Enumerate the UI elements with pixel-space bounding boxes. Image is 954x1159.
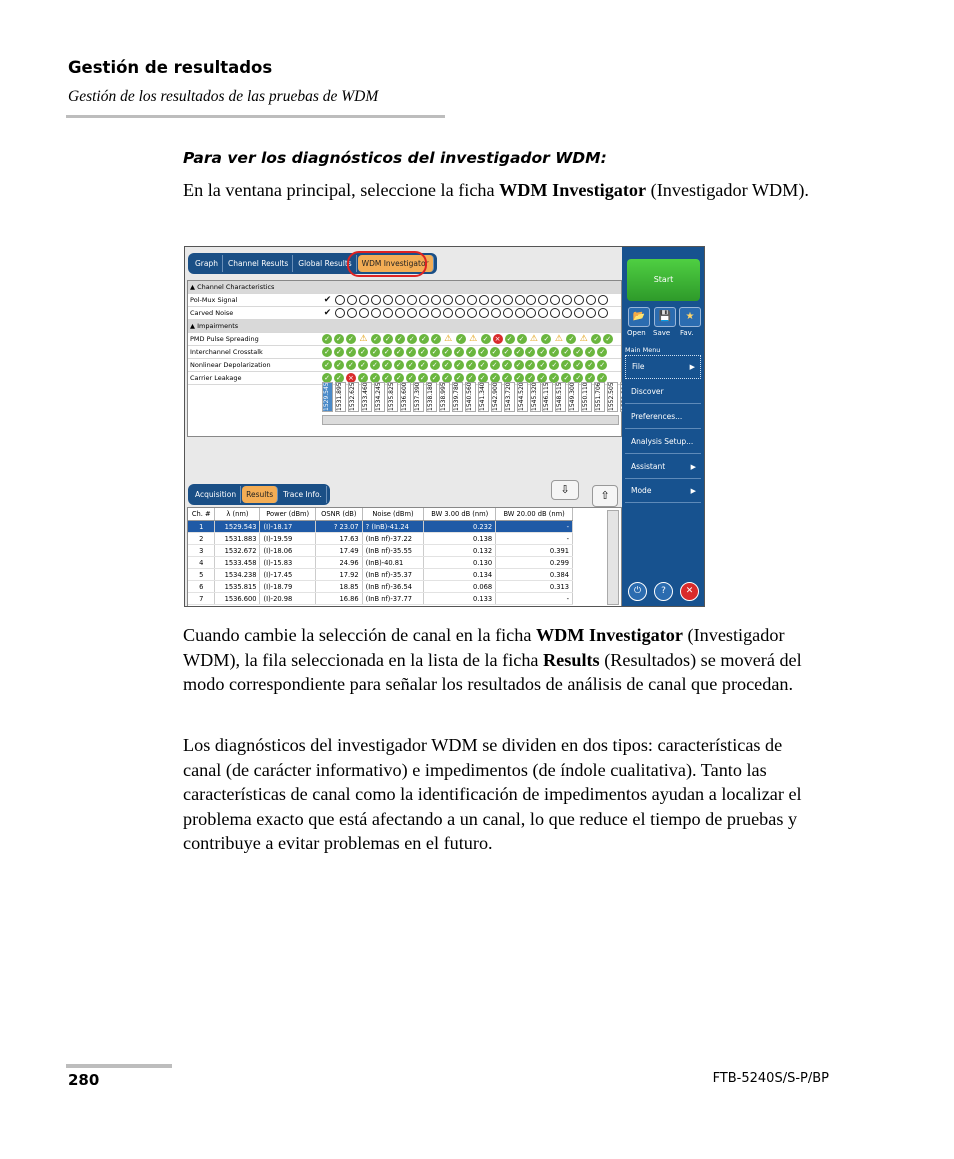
wavelength-label[interactable]: 1533.460	[361, 382, 372, 412]
table-cell: 0.138	[424, 533, 496, 545]
check-icon: ✓	[603, 334, 613, 344]
check-icon: ✓	[478, 373, 488, 383]
check-icon: ✓	[585, 360, 595, 370]
table-cell: 1534.238	[215, 569, 260, 581]
check-icon: ✓	[418, 360, 428, 370]
table-cell: 0.134	[424, 569, 496, 581]
check-icon: ✓	[406, 347, 416, 357]
table-cell: 16.86	[315, 593, 362, 605]
table-cell: 4	[188, 557, 215, 569]
empty-circle-icon	[538, 295, 548, 305]
section-channel-characteristics[interactable]: ▲ Channel Characteristics	[188, 281, 621, 294]
table-cell: (I)-19.59	[260, 533, 315, 545]
empty-circle-icon	[431, 308, 441, 318]
empty-circle-icon	[586, 308, 596, 318]
empty-circle-icon	[562, 308, 572, 318]
check-icon: ✓	[394, 360, 404, 370]
column-header[interactable]: Power (dBm)	[260, 508, 315, 521]
section-impairments[interactable]: ▲ Impairments	[188, 320, 621, 333]
wavelength-label[interactable]: 1535.825	[387, 382, 398, 412]
wavelength-label[interactable]: 1531.895	[335, 382, 346, 412]
check-icon: ✓	[537, 360, 547, 370]
wavelength-label[interactable]: 1529.545	[322, 382, 333, 412]
empty-circle-icon	[419, 308, 429, 318]
table-cell: -	[496, 521, 573, 533]
check-icon: ✓	[418, 347, 428, 357]
column-header[interactable]: OSNR (dB)	[315, 508, 362, 521]
empty-circle-icon	[359, 295, 369, 305]
diagnostics-grid	[187, 280, 622, 437]
table-cell: -	[496, 533, 573, 545]
procedure-heading: Para ver los diagnósticos del investigador WDM:	[183, 149, 607, 167]
check-icon: ✓	[322, 347, 332, 357]
table-cell: 17.63	[315, 533, 362, 545]
empty-circle-icon	[574, 308, 584, 318]
check-icon: ✓	[490, 360, 500, 370]
check-icon: ✓	[371, 334, 381, 344]
open-label: Open	[627, 329, 646, 337]
empty-circle-icon	[383, 308, 393, 318]
empty-circle-icon	[455, 295, 465, 305]
check-icon: ✓	[537, 373, 547, 383]
check-icon: ✓	[456, 334, 466, 344]
results-table-panel	[187, 507, 622, 607]
left-pane	[185, 247, 622, 606]
empty-circle-icon	[371, 295, 381, 305]
menu-assistant[interactable]: Assistant ▶	[625, 456, 701, 479]
wavelength-label[interactable]: 1532.625	[348, 382, 359, 412]
check-icon: ✓	[541, 334, 551, 344]
check-icon: ✓	[573, 373, 583, 383]
wavelength-label[interactable]: 1551.706	[594, 382, 605, 412]
check-icon: ✓	[478, 347, 488, 357]
empty-circle-icon	[586, 295, 596, 305]
table-cell: (I)-15.83	[260, 557, 315, 569]
empty-circle-icon	[467, 295, 477, 305]
check-icon: ✔	[323, 295, 332, 305]
wavelength-label[interactable]: 1534.245	[374, 382, 385, 412]
row-pmd: PMD Pulse Spreading ✓ ✓ ✓ ⚠ ✓ ✓ ✓ ✓ ✓ ✓ ⚠ ✓ ⚠ ✓ × ✓ ✓ ⚠ ✓ ⚠ ✓ ⚠ ✓ ✓	[188, 333, 621, 346]
check-icon: ✓	[334, 360, 344, 370]
tab-channel-results[interactable]: Channel Results	[224, 255, 293, 272]
table-row[interactable]	[188, 569, 573, 581]
check-icon: ✓	[466, 360, 476, 370]
table-cell: 5	[188, 569, 215, 581]
power-icon[interactable]: ⏻	[628, 582, 647, 601]
main-menu-label: Main Menu	[625, 346, 661, 354]
table-cell: 0.068	[424, 581, 496, 593]
check-icon: ✓	[430, 373, 440, 383]
tab-wdm-investigator[interactable]: WDM Investigator	[358, 255, 434, 272]
check-icon: ✓	[549, 347, 559, 357]
right-panel	[622, 247, 704, 606]
check-icon: ✓	[322, 360, 332, 370]
empty-circle-icon	[526, 308, 536, 318]
wavelength-label[interactable]: 1543.720	[504, 382, 515, 412]
empty-circle-icon	[335, 308, 345, 318]
wavelength-label[interactable]: 1548.515	[555, 382, 566, 412]
check-icon: ✓	[382, 373, 392, 383]
header-title: Gestión de resultados	[68, 58, 273, 77]
table-row[interactable]	[188, 521, 573, 533]
empty-circle-icon	[359, 308, 369, 318]
software-screenshot	[184, 246, 705, 607]
check-icon: ✓	[334, 373, 344, 383]
horizontal-scrollbar[interactable]	[322, 415, 619, 425]
wavelength-label[interactable]: 1545.320	[530, 382, 541, 412]
check-icon: ✓	[566, 334, 576, 344]
check-icon: ✓	[514, 373, 524, 383]
tab-trace-info[interactable]: Trace Info.	[279, 486, 327, 503]
table-cell: 0.133	[424, 593, 496, 605]
empty-circle-icon	[503, 295, 513, 305]
check-icon: ✓	[585, 347, 595, 357]
paragraph-select-tab: En la ventana principal, seleccione la ficha WDM Investigator (Investigador WDM).	[183, 180, 809, 200]
column-header[interactable]: Noise (dBm)	[362, 508, 424, 521]
tab-graph[interactable]: Graph	[191, 255, 223, 272]
table-cell: 0.384	[496, 569, 573, 581]
check-icon: ✓	[394, 373, 404, 383]
wavelength-label[interactable]: 1552.505	[607, 382, 618, 412]
close-icon[interactable]: ✕	[680, 582, 699, 601]
arrow-down-icon[interactable]: ⇩	[551, 480, 579, 500]
check-icon: ✓	[406, 373, 416, 383]
empty-circle-icon	[371, 308, 381, 318]
wavelength-label[interactable]: 1538.180	[426, 382, 437, 412]
table-cell: (InB nf)-36.54	[362, 581, 424, 593]
check-icon: ✓	[370, 360, 380, 370]
check-icon: ✓	[334, 347, 344, 357]
check-icon: ✓	[454, 360, 464, 370]
check-icon: ✓	[454, 373, 464, 383]
check-icon: ✓	[358, 373, 368, 383]
check-icon: ✓	[406, 360, 416, 370]
check-icon: ✓	[502, 347, 512, 357]
table-cell: (InB nf)-35.55	[362, 545, 424, 557]
results-table	[188, 508, 573, 605]
empty-circle-icon	[562, 295, 572, 305]
warning-icon: ⚠	[444, 334, 453, 344]
check-icon: ✓	[505, 334, 515, 344]
check-icon: ✓	[358, 347, 368, 357]
check-icon: ✓	[334, 334, 344, 344]
check-icon: ✓	[502, 373, 512, 383]
check-icon: ✓	[525, 347, 535, 357]
check-icon: ✓	[358, 360, 368, 370]
empty-circle-icon	[538, 308, 548, 318]
triangle-right-icon: ▶	[689, 363, 695, 371]
table-row[interactable]	[188, 581, 573, 593]
column-header[interactable]: BW 3.00 dB (nm)	[424, 508, 496, 521]
empty-circle-icon	[598, 295, 608, 305]
check-icon: ✓	[517, 334, 527, 344]
check-icon: ✓	[591, 334, 601, 344]
check-icon: ✓	[561, 347, 571, 357]
table-row[interactable]	[188, 533, 573, 545]
wavelength-label[interactable]: 1539.780	[452, 382, 463, 412]
triangle-right-icon: ▶	[690, 462, 696, 471]
table-cell: 1	[188, 521, 215, 533]
check-icon: ✓	[502, 360, 512, 370]
warning-icon: ⚠	[359, 334, 368, 344]
check-icon: ✓	[418, 373, 428, 383]
check-icon: ✓	[442, 347, 452, 357]
table-cell: (I)-18.17	[260, 521, 315, 533]
table-cell: 17.92	[315, 569, 362, 581]
empty-circle-icon	[395, 295, 405, 305]
check-icon: ✓	[395, 334, 405, 344]
check-icon: ✓	[514, 347, 524, 357]
empty-circle-icon	[347, 295, 357, 305]
check-icon: ✓	[490, 347, 500, 357]
error-icon: ×	[493, 334, 503, 344]
save-label: Save	[653, 329, 671, 337]
fav-label: Fav.	[680, 329, 694, 337]
column-header[interactable]: Ch. #	[188, 508, 215, 521]
empty-circle-icon	[335, 295, 345, 305]
check-icon: ✓	[370, 347, 380, 357]
empty-circle-icon	[467, 308, 477, 318]
check-icon: ✓	[514, 360, 524, 370]
column-header[interactable]: λ (nm)	[215, 508, 260, 521]
table-cell: (I)-18.06	[260, 545, 315, 557]
table-cell: (InB nf)-35.37	[362, 569, 424, 581]
menu-mode[interactable]: Mode ▶	[625, 480, 701, 503]
check-icon: ✓	[597, 360, 607, 370]
table-cell: 2	[188, 533, 215, 545]
check-icon: ✓	[430, 347, 440, 357]
empty-circle-icon	[443, 295, 453, 305]
table-cell: (InB nf)-37.77	[362, 593, 424, 605]
warning-icon: ⚠	[469, 334, 478, 344]
check-icon: ✓	[407, 334, 417, 344]
wavelength-label[interactable]: 1536.600	[400, 382, 411, 412]
table-row[interactable]	[188, 593, 573, 605]
empty-circle-icon	[550, 295, 560, 305]
table-cell: 1536.600	[215, 593, 260, 605]
table-cell: 6	[188, 581, 215, 593]
empty-circle-icon	[455, 308, 465, 318]
bottom-tab-bar	[188, 484, 330, 505]
table-cell: 0.130	[424, 557, 496, 569]
check-icon: ✓	[442, 360, 452, 370]
empty-circle-icon	[515, 308, 525, 318]
table-cell: 1531.883	[215, 533, 260, 545]
check-icon: ✓	[466, 373, 476, 383]
table-cell: (I)-20.98	[260, 593, 315, 605]
wavelength-label[interactable]: 1550.110	[581, 382, 592, 412]
start-button[interactable]: Start	[627, 259, 700, 301]
check-icon: ✓	[573, 360, 583, 370]
check-icon: ✓	[490, 373, 500, 383]
check-icon: ✓	[431, 334, 441, 344]
table-cell: 1529.543	[215, 521, 260, 533]
arrow-up-icon[interactable]: ⇧	[592, 485, 618, 507]
check-icon: ✓	[481, 334, 491, 344]
empty-circle-icon	[515, 295, 525, 305]
warning-icon: ⚠	[529, 334, 538, 344]
check-icon: ✓	[383, 334, 393, 344]
check-icon: ✓	[597, 373, 607, 383]
check-icon: ✓	[561, 373, 571, 383]
empty-circle-icon	[479, 295, 489, 305]
check-icon: ✓	[585, 373, 595, 383]
check-icon: ✓	[370, 373, 380, 383]
check-icon: ✓	[430, 360, 440, 370]
empty-circle-icon	[407, 308, 417, 318]
wavelength-label[interactable]: 1549.300	[568, 382, 579, 412]
menu-analysis-setup[interactable]: Analysis Setup...	[625, 431, 701, 454]
paragraph-diagnostics-types: Los diagnósticos del investigador WDM se dividen en dos tipos: características de canal (de carácter informativo) e impedimentos (de índole cualitativa). Tanto las características de canal como la identificación de impedimentos ayudan a localizar el problema exacto que está afectando a un canal, lo que reduce el tiempo de pruebas y contribuye a evitar problemas en el futuro.	[183, 735, 802, 853]
check-icon: ✓	[382, 360, 392, 370]
empty-circle-icon	[419, 295, 429, 305]
footer-rule	[66, 1064, 172, 1068]
empty-circle-icon	[550, 308, 560, 318]
row-polmux: Pol-Mux Signal ✔	[188, 294, 621, 307]
check-icon: ✓	[394, 347, 404, 357]
wavelength-label[interactable]: 1540.560	[465, 382, 476, 412]
check-icon: ✓	[419, 334, 429, 344]
empty-circle-icon	[431, 295, 441, 305]
check-icon: ✓	[549, 360, 559, 370]
table-cell: 0.313	[496, 581, 573, 593]
header-subtitle: Gestión de los resultados de las pruebas de WDM	[68, 88, 379, 105]
paragraph-selection-change: Cuando cambie la selección de canal en la ficha WDM Investigator (Investigador WDM), la fila seleccionada en la lista de la ficha Results (Resultados) se moverá del modo correspondiente para señalar los resultados de análisis de canal que procedan.	[183, 625, 802, 694]
table-cell: 24.96	[315, 557, 362, 569]
check-icon: ✓	[537, 347, 547, 357]
check-icon: ✓	[525, 360, 535, 370]
empty-circle-icon	[526, 295, 536, 305]
check-icon: ✓	[454, 347, 464, 357]
check-icon: ✓	[466, 347, 476, 357]
check-icon: ✓	[442, 373, 452, 383]
menu-preferences[interactable]: Preferences...	[625, 406, 701, 429]
help-icon[interactable]: ?	[654, 582, 673, 601]
row-nonlinear-depol: Nonlinear Depolarization ✓ ✓ ✓ ✓ ✓ ✓ ✓ ✓ ✓ ✓ ✓ ✓ ✓ ✓ ✓ ✓ ✓ ✓ ✓ ✓ ✓ ✓ ✓ ✓	[188, 359, 621, 372]
check-icon: ✓	[322, 334, 332, 344]
wavelength-label[interactable]: 1537.390	[413, 382, 424, 412]
check-icon: ✓	[346, 334, 356, 344]
warning-icon: ⚠	[579, 334, 588, 344]
table-cell: 7	[188, 593, 215, 605]
check-icon: ✓	[549, 373, 559, 383]
check-icon: ✓	[346, 360, 356, 370]
check-icon: ✓	[525, 373, 535, 383]
table-cell: 0.132	[424, 545, 496, 557]
check-icon: ✓	[382, 347, 392, 357]
table-cell: ? (InB)-41.24	[362, 521, 424, 533]
header-rule	[66, 115, 445, 118]
check-icon: ✓	[597, 347, 607, 357]
main-menu	[625, 355, 701, 505]
table-cell: 0.299	[496, 557, 573, 569]
folder-icon[interactable]: 📂	[628, 307, 650, 327]
check-icon: ✓	[573, 347, 583, 357]
wavelength-label[interactable]: 1544.520	[517, 382, 528, 412]
empty-circle-icon	[479, 308, 489, 318]
column-header[interactable]: BW 20.00 dB (nm)	[496, 508, 573, 521]
error-icon: ×	[346, 373, 356, 383]
empty-circle-icon	[503, 308, 513, 318]
table-cell: 0.232	[424, 521, 496, 533]
empty-circle-icon	[491, 295, 501, 305]
wavelength-label[interactable]: 1542.900	[491, 382, 502, 412]
table-cell: ? 23.07	[315, 521, 362, 533]
table-cell: -	[496, 593, 573, 605]
empty-circle-icon	[347, 308, 357, 318]
check-icon: ✔	[323, 308, 332, 318]
check-icon: ✓	[322, 373, 332, 383]
table-row[interactable]	[188, 557, 573, 569]
table-cell: 1532.672	[215, 545, 260, 557]
wavelength-label[interactable]: 1541.340	[478, 382, 489, 412]
tab-global-results[interactable]: Global Results	[294, 255, 356, 272]
wavelength-label[interactable]: 1546.115	[542, 382, 553, 412]
table-cell: 3	[188, 545, 215, 557]
table-cell: (InB nf)-37.22	[362, 533, 424, 545]
row-carved-noise: Carved Noise ✔	[188, 307, 621, 320]
menu-file[interactable]: File ▶	[625, 355, 701, 379]
row-crosstalk: Interchannel Crosstalk ✓ ✓ ✓ ✓ ✓ ✓ ✓ ✓ ✓ ✓ ✓ ✓ ✓ ✓ ✓ ✓ ✓ ✓ ✓ ✓ ✓ ✓ ✓ ✓	[188, 346, 621, 359]
empty-circle-icon	[395, 308, 405, 318]
table-cell: 0.391	[496, 545, 573, 557]
tab-acquisition[interactable]: Acquisition	[191, 486, 241, 503]
table-cell: 17.49	[315, 545, 362, 557]
empty-circle-icon	[491, 308, 501, 318]
product-name: FTB-5240S/S-P/BP	[712, 1071, 829, 1086]
table-cell: 18.85	[315, 581, 362, 593]
warning-icon: ⚠	[554, 334, 563, 344]
wavelength-header-row	[322, 382, 633, 412]
empty-circle-icon	[443, 308, 453, 318]
vertical-scrollbar[interactable]	[607, 510, 619, 605]
page-number: 280	[68, 1071, 100, 1089]
save-icon[interactable]: 💾	[654, 307, 676, 327]
empty-circle-icon	[574, 295, 584, 305]
wavelength-label[interactable]: 1538.995	[439, 382, 450, 412]
table-cell: 1533.458	[215, 557, 260, 569]
table-cell: 1535.815	[215, 581, 260, 593]
empty-circle-icon	[383, 295, 393, 305]
table-cell: (InB)-40.81	[362, 557, 424, 569]
empty-circle-icon	[598, 308, 608, 318]
menu-discover[interactable]: Discover	[625, 381, 701, 404]
check-icon: ✓	[346, 347, 356, 357]
table-row[interactable]	[188, 545, 573, 557]
check-icon: ✓	[561, 360, 571, 370]
check-icon: ✓	[478, 360, 488, 370]
triangle-right-icon: ▶	[690, 487, 696, 496]
empty-circle-icon	[407, 295, 417, 305]
row-carrier-leakage: Carrier Leakage ✓ ✓ × ✓ ✓ ✓ ✓ ✓ ✓ ✓ ✓ ✓ ✓ ✓ ✓ ✓ ✓ ✓ ✓ ✓ ✓ ✓ ✓ ✓	[188, 372, 621, 385]
table-cell: (I)-17.45	[260, 569, 315, 581]
star-icon[interactable]: ★	[679, 307, 701, 327]
table-cell: (I)-18.79	[260, 581, 315, 593]
highlight-circle	[347, 251, 427, 277]
tab-results[interactable]: Results	[242, 486, 278, 503]
